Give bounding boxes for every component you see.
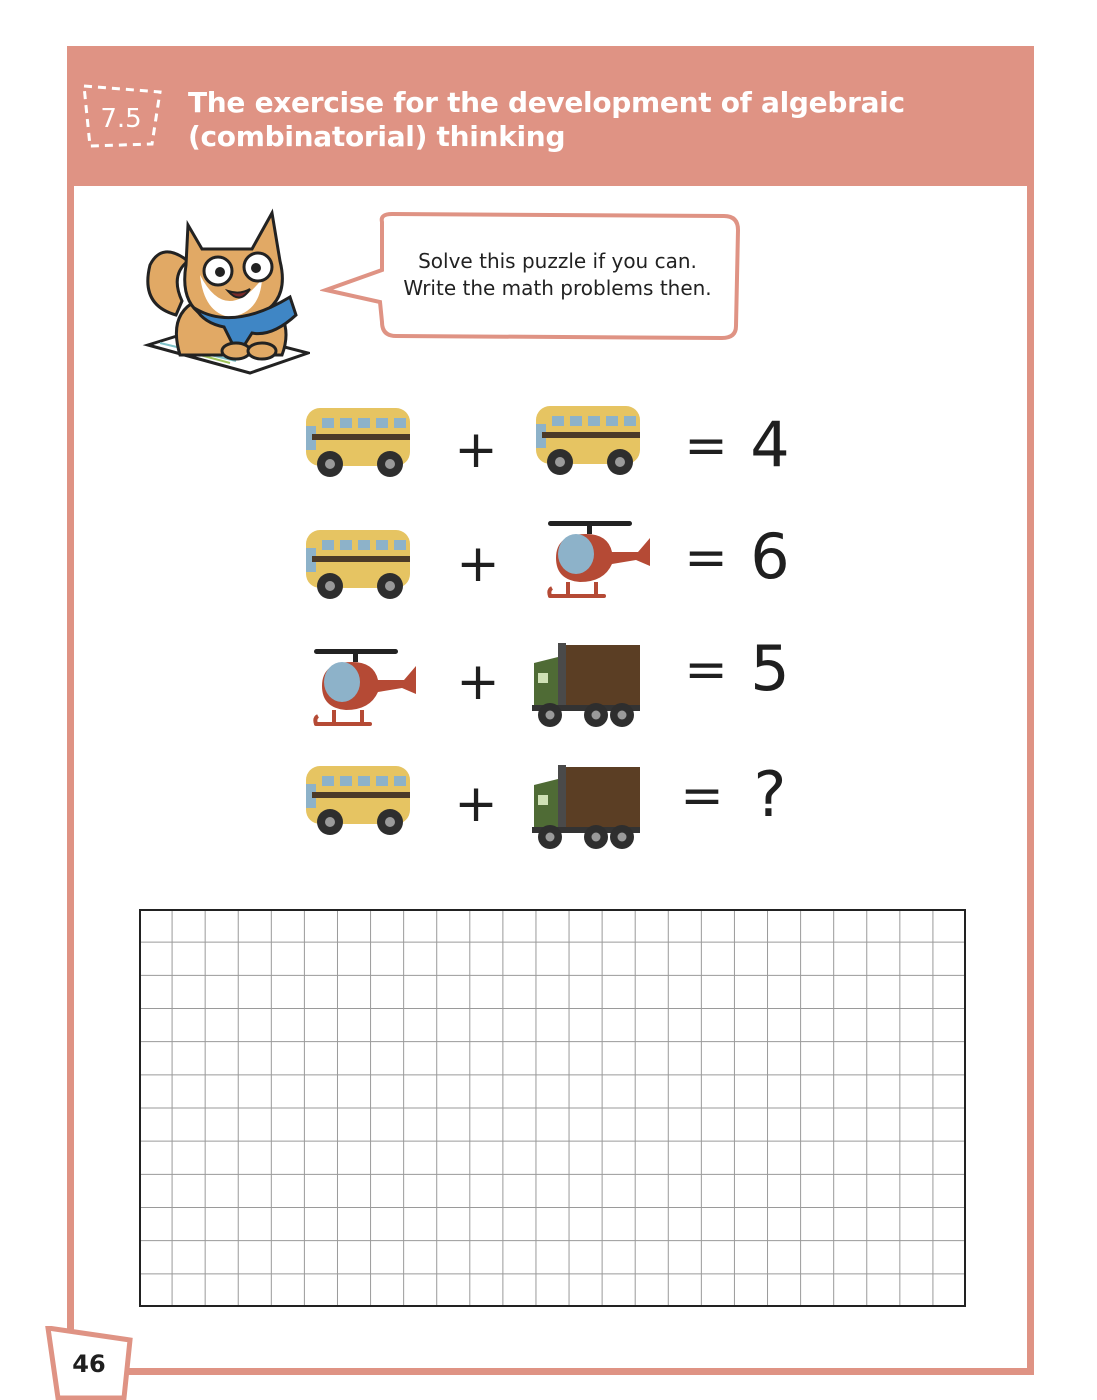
equation-result: 4 bbox=[750, 408, 790, 481]
squirrel-mascot-icon bbox=[140, 205, 310, 385]
equation-result-unknown: ? bbox=[753, 758, 787, 831]
equals-sign: = bbox=[684, 528, 728, 588]
speech-line-1: Solve this puzzle if you can. bbox=[418, 249, 697, 273]
answer-grid[interactable] bbox=[139, 909, 966, 1307]
equals-sign: = bbox=[684, 640, 728, 700]
bus-icon bbox=[534, 404, 644, 482]
plus-sign: + bbox=[454, 420, 498, 480]
plus-sign: + bbox=[456, 652, 500, 712]
bus-icon bbox=[304, 528, 414, 606]
plus-sign: + bbox=[456, 534, 500, 594]
equals-sign: = bbox=[680, 766, 724, 826]
bus-icon bbox=[304, 764, 414, 842]
exercise-title bbox=[188, 86, 948, 154]
helicopter-icon bbox=[312, 640, 422, 736]
equation-result: 6 bbox=[750, 520, 790, 593]
truck-icon bbox=[530, 642, 642, 730]
equation-result: 5 bbox=[750, 632, 790, 705]
title-line-1: The exercise for the development of algebraic bbox=[188, 86, 905, 119]
helicopter-icon bbox=[546, 512, 656, 608]
truck-icon bbox=[530, 764, 642, 852]
section-number: 7.5 bbox=[100, 104, 142, 134]
speech-line-2: Write the math problems then. bbox=[403, 276, 712, 300]
speech-text bbox=[380, 248, 735, 302]
title-line-2: (combinatorial) thinking bbox=[188, 120, 566, 153]
plus-sign: + bbox=[454, 774, 498, 834]
equals-sign: = bbox=[684, 416, 728, 476]
bus-icon bbox=[304, 406, 414, 484]
page-number: 46 bbox=[72, 1350, 106, 1378]
